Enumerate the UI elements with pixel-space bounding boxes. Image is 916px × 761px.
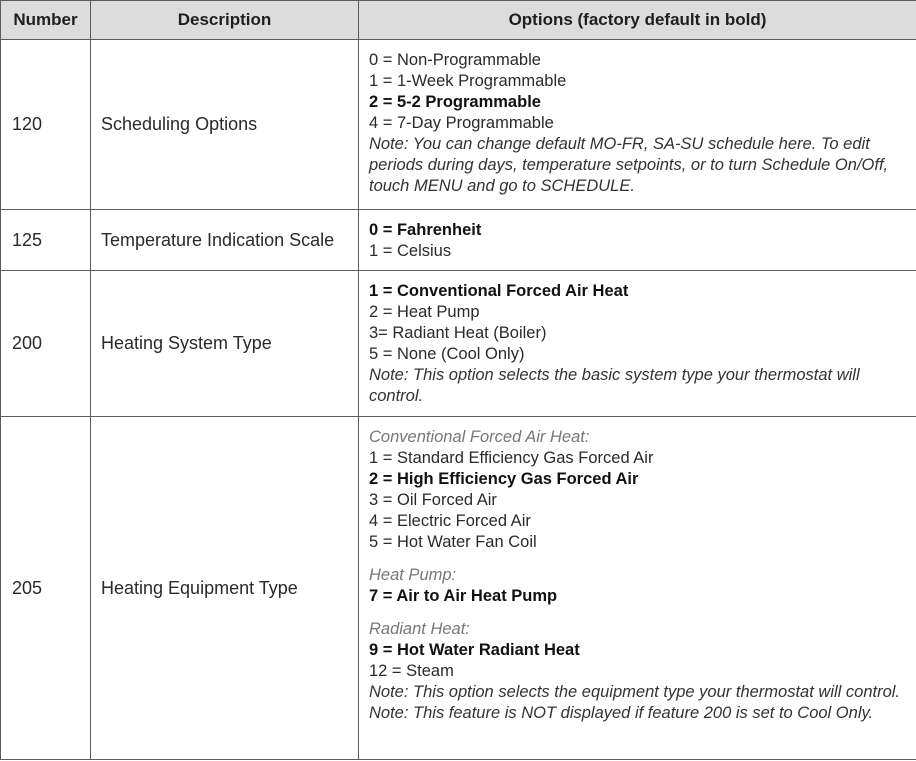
table-row	[1, 40, 916, 210]
option-group-label: Heat Pump:	[369, 566, 457, 584]
row-number: 200	[1, 271, 91, 417]
option-item: 3 = Oil Forced Air	[369, 491, 497, 509]
option-item: 3= Radiant Heat (Boiler)	[369, 324, 547, 342]
option-item: 2 = Heat Pump	[369, 303, 480, 321]
option-item: 4 = 7-Day Programmable	[369, 114, 554, 132]
option-item: 12 = Steam	[369, 662, 454, 680]
option-item: 1 = Standard Efficiency Gas Forced Air	[369, 449, 654, 467]
row-description: Heating Equipment Type	[91, 417, 359, 760]
header-options: Options (factory default in bold)	[359, 1, 916, 40]
header-description: Description	[91, 1, 359, 40]
table-header-row	[1, 1, 916, 40]
table-row	[1, 271, 916, 417]
row-options	[359, 40, 916, 210]
row-description: Temperature Indication Scale	[91, 210, 359, 271]
option-note: Note: This option selects the equipment type your thermostat will control. Note: This feature is NOT displayed if feature 200 is set to Cool Only.	[369, 683, 901, 722]
row-number: 205	[1, 417, 91, 760]
option-note: Note: This option selects the basic system type your thermostat will control.	[369, 366, 860, 405]
table-row	[1, 210, 916, 271]
header-number: Number	[1, 1, 91, 40]
row-number: 125	[1, 210, 91, 271]
option-item-default: 0 = Fahrenheit	[369, 221, 482, 239]
table-row	[1, 417, 916, 760]
row-description: Heating System Type	[91, 271, 359, 417]
option-item: 0 = Non-Programmable	[369, 51, 541, 69]
option-item: 1 = Celsius	[369, 242, 452, 260]
option-item-default: 1 = Conventional Forced Air Heat	[369, 282, 629, 300]
option-item-default: 2 = High Efficiency Gas Forced Air	[369, 470, 639, 488]
row-options	[359, 417, 916, 760]
option-group-label: Radiant Heat:	[369, 620, 470, 638]
option-item: 4 = Electric Forced Air	[369, 512, 531, 530]
row-options	[359, 210, 916, 271]
option-note: Note: You can change default MO-FR, SA-SU schedule here. To edit periods during days, temperature setpoints, or to turn Schedule On/Off, touch MENU and go to SCHEDULE.	[369, 135, 889, 195]
option-item: 1 = 1-Week Programmable	[369, 72, 567, 90]
option-item-default: 2 = 5-2 Programmable	[369, 93, 541, 111]
option-item: 5 = None (Cool Only)	[369, 345, 525, 363]
row-description: Scheduling Options	[91, 40, 359, 210]
option-item-default: 7 = Air to Air Heat Pump	[369, 587, 558, 605]
option-group-label: Conventional Forced Air Heat:	[369, 428, 590, 446]
row-options	[359, 271, 916, 417]
row-number: 120	[1, 40, 91, 210]
option-item: 5 = Hot Water Fan Coil	[369, 533, 537, 551]
option-item-default: 9 = Hot Water Radiant Heat	[369, 641, 580, 659]
